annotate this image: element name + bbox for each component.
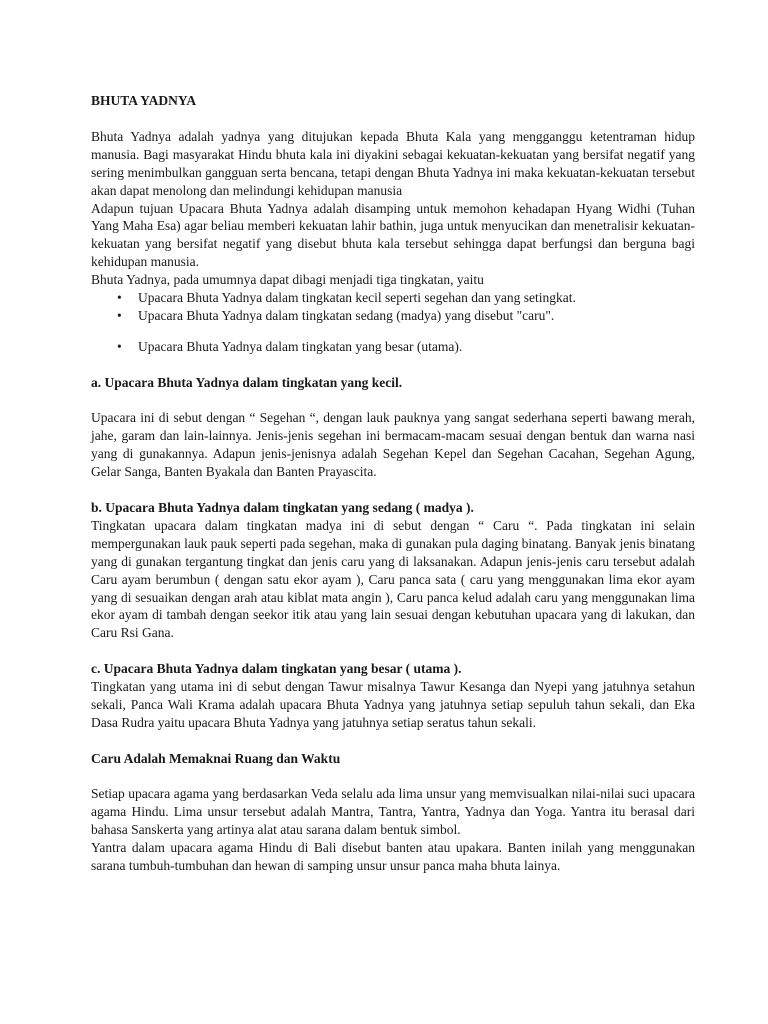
bullet-icon: • (117, 290, 122, 306)
caru-paragraph-1: Setiap upacara agama yang berdasarkan Veda selalu ada lima unsur yang memvisualkan nilai-nilai suci upacara agama Hindu. Lima unsur tersebut adalah Mantra, Tantra, Yantra, Yadnya dan Yoga. Yantra itu berasal dari bahasa Sanskerta yang artinya alat atau sarana dalam bentuk simbol. (91, 786, 695, 838)
list-item-text: Upacara Bhuta Yadnya dalam tingkatan kecil seperti segehan dan yang setingkat. (138, 290, 576, 306)
list-item (117, 338, 695, 356)
intro-paragraph-3: Bhuta Yadnya, pada umumnya dapat dibagi menjadi tiga tingkatan, yaitu (91, 272, 484, 288)
section-a-heading: a. Upacara Bhuta Yadnya dalam tingkatan yang kecil. (91, 374, 403, 390)
section-c-heading: c. Upacara Bhuta Yadnya dalam tingkatan yang besar ( utama ). (91, 661, 462, 677)
section-a-text: Upacara ini di sebut dengan “ Segehan “, dengan lauk pauknya yang sangat sederhana seperti bawang merah, jahe, garam dan lain-lainnya. Jenis-jenis segehan ini bermacam-macam sesuai dengan bentuk dan warna nasi yang di gunakannya. Adapun jenis-jenisnya adalah Segehan Kepel dan Segehan Cacahan, Segehan Agung, Gelar Sanga, Banten Byakala dan Banten Prayascita. (91, 410, 695, 480)
caru-paragraph-2: Yantra dalam upacara agama Hindu di Bali disebut banten atau upakara. Banten inilah yang menggunakan sarana tumbuh-tumbuhan dan hewan di samping unsur unsur panca maha bhuta lainya. (91, 840, 695, 874)
levels-list (91, 289, 695, 356)
caru-heading: Caru Adalah Memaknai Ruang dan Waktu (91, 750, 341, 766)
list-item (117, 289, 695, 307)
list-item-text: Upacara Bhuta Yadnya dalam tingkatan sedang (madya) yang disebut "caru". (138, 307, 555, 323)
intro-paragraph-1: Bhuta Yadnya adalah yadnya yang ditujukan kepada Bhuta Kala yang mengganggu ketentraman hidup manusia. Bagi masyarakat Hindu bhuta kala ini diyakini sebagai kekuatan-kekuatan yang bersifat negatif yang sering menimbulkan gangguan serta bencana, tetapi dengan Bhuta Yadnya ini maka kekuatan-kekuatan tersebut akan dapat menolong dan melindungi kehidupan manusia (91, 128, 695, 198)
document-title: BHUTA YADNYA (91, 93, 197, 108)
intro-paragraph-2: Adapun tujuan Upacara Bhuta Yadnya adalah disamping untuk memohon kehadapan Hyang Widhi (Tuhan Yang Maha Esa) agar beliau memberi kekuatan lahir bathin, juga untuk menyucikan dan menetralisir kekuatan-kekuatan yang bersifat negatif yang disebut bhuta kala tersebut sehingga dapat berfungsi dan berguna bagi kehidupan manusia. (91, 200, 695, 270)
bullet-icon: • (117, 338, 122, 354)
section-b-heading: b. Upacara Bhuta Yadnya dalam tingkatan yang sedang ( madya ). (91, 499, 474, 515)
list-item-text: Upacara Bhuta Yadnya dalam tingkatan yang besar (utama). (138, 338, 463, 354)
list-item (117, 307, 695, 325)
section-b-text: Tingkatan upacara dalam tingkatan madya ini di sebut dengan “ Caru “. Pada tingkatan ini selain mempergunakan lauk pauk seperti pada segehan, maka di gunakan pula daging binatang. Banyak jenis binatang yang di gunakan tergantung tingkat dan jenis caru yang di laksanakan. Adapun jenis-jenis caru tersebut adalah Caru ayam berumbun ( dengan satu ekor ayam ), Caru panca sata ( caru yang menggunakan lima ekor ayam yang di sesuaikan dengan arah atau kiblat mata angin ), Caru panca kelud adalah caru yang menggunakan lima ekor ayam di tambah dengan seekor itik atau yang lain sesuai dengan kebutuhan upacara yang di lakukan, dan Caru Rsi Gana. (91, 517, 695, 641)
section-c-text: Tingkatan yang utama ini di sebut dengan Tawur misalnya Tawur Kesanga dan Nyepi yang jatuhnya setahun sekali, Panca Wali Krama adalah upacara Bhuta Yadnya yang jatuhnya setiap sepuluh tahun sekali, dan Eka Dasa Rudra yaitu upacara Bhuta Yadnya yang jatuhnya setiap seratus tahun sekali. (91, 679, 695, 730)
bullet-icon: • (117, 307, 122, 323)
